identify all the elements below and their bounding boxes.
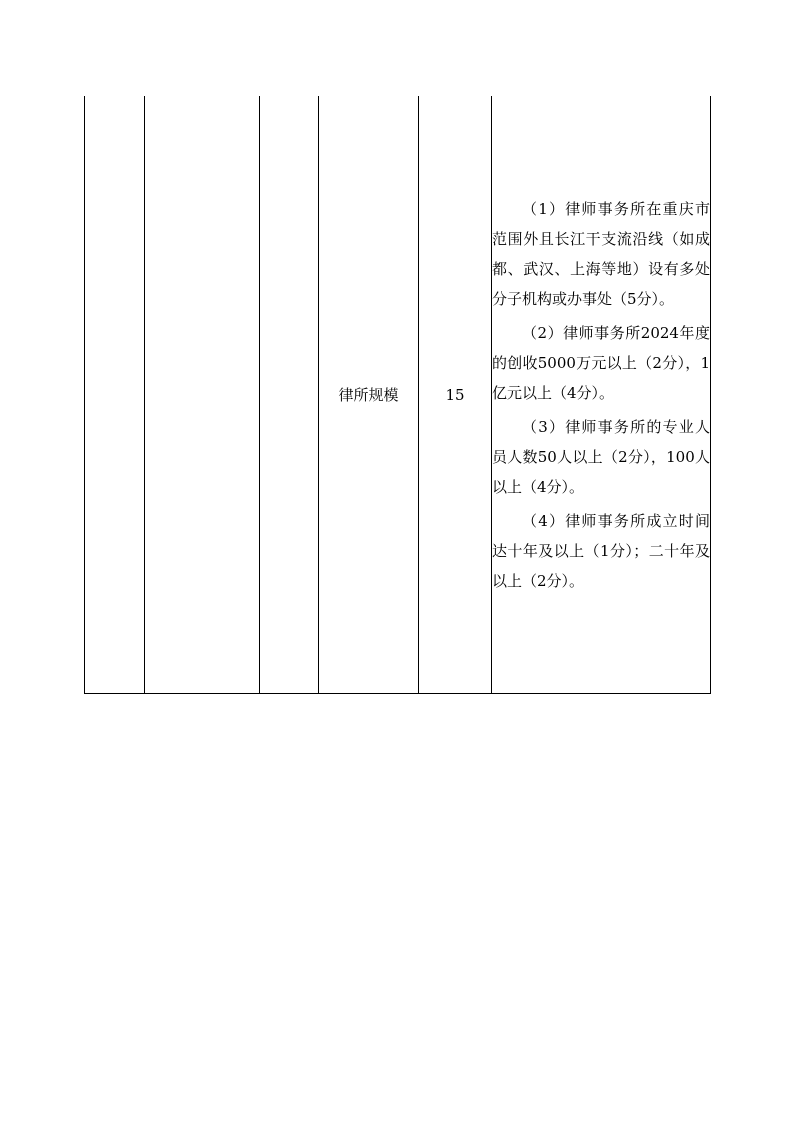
score-value: 15 bbox=[445, 385, 465, 404]
table-row bbox=[85, 96, 711, 694]
empty-cell-3 bbox=[260, 96, 319, 694]
empty-cell-2 bbox=[145, 96, 260, 694]
scoring-item-label: 律所规模 bbox=[338, 386, 399, 404]
criterion-3: （3）律师事务所的专业人员人数50人以上（2分），100人以上（4分）。 bbox=[492, 417, 710, 496]
criterion-2: （2）律师事务所2024年度的创收5000万元以上（2分），1亿元以上（4分）。 bbox=[492, 323, 710, 402]
criterion-1: （1）律师事务所在重庆市范围外且长江干支流沿线（如成都、武汉、上海等地）设有多处分子机构或办事处（5分）。 bbox=[492, 199, 710, 308]
scoring-item-cell bbox=[319, 96, 419, 694]
score-cell bbox=[419, 96, 492, 694]
criterion-4: （4）律师事务所成立时间达十年及以上（1分）；二十年及以上（2分）。 bbox=[492, 511, 710, 590]
scoring-table bbox=[84, 96, 711, 694]
scoring-table-container bbox=[84, 96, 710, 694]
empty-cell-1 bbox=[85, 96, 145, 694]
criteria-cell bbox=[492, 96, 711, 694]
